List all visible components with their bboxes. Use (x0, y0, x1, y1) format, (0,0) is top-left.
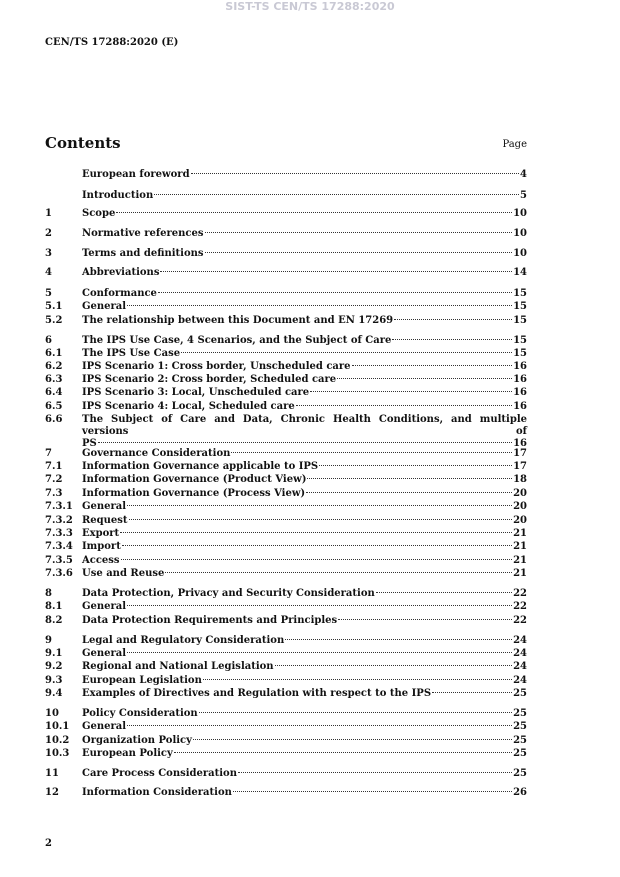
toc-entry-number: 8 (45, 588, 52, 599)
dot-leader (127, 505, 512, 506)
toc-entry-page: 22 (513, 601, 527, 612)
toc-entry[interactable] (45, 721, 527, 733)
dot-leader (394, 319, 512, 320)
dot-leader (205, 252, 513, 253)
toc-entry-number: 10.3 (45, 748, 70, 759)
toc-entry-page: 20 (513, 515, 527, 526)
toc-entry[interactable] (45, 615, 527, 627)
toc-entry-page: 24 (513, 661, 527, 672)
dot-leader (392, 339, 512, 340)
toc-entry[interactable] (45, 648, 527, 660)
dot-leader (191, 173, 519, 174)
toc-entry-page: 15 (513, 335, 527, 346)
dot-leader (306, 492, 512, 493)
toc-entry[interactable] (45, 401, 527, 413)
toc-entry-title: Information Governance applicable to IPS (82, 461, 319, 472)
dot-leader (193, 739, 512, 740)
toc-entry-title: General (82, 501, 127, 512)
toc-entry-title: General (82, 301, 127, 312)
toc-entry-number: 5.2 (45, 315, 63, 326)
toc-entry-number: 11 (45, 768, 59, 779)
toc-entry-number: 7.3.6 (45, 568, 73, 579)
toc-entry-page: 25 (513, 748, 527, 759)
toc-entry-number: 6.3 (45, 374, 63, 385)
dot-leader (122, 545, 512, 546)
toc-entry[interactable] (45, 208, 527, 220)
toc-entry-title: Export (82, 528, 120, 539)
toc-entry[interactable] (45, 735, 527, 747)
toc-entry-title: European Legislation (82, 675, 202, 686)
toc-entry[interactable] (45, 169, 527, 181)
dot-leader (160, 271, 512, 272)
dot-leader (285, 639, 512, 640)
toc-entry-page: 21 (513, 555, 527, 566)
toc-entry[interactable] (45, 661, 527, 673)
dot-leader (233, 791, 512, 792)
toc-entry[interactable] (45, 635, 527, 647)
toc-entry[interactable] (45, 768, 527, 780)
toc-entry[interactable] (45, 474, 527, 486)
toc-entry-page: 15 (513, 288, 527, 299)
toc-entry-page: 16 (513, 401, 527, 412)
toc-entry[interactable] (45, 374, 527, 386)
toc-entry-title: The Subject of Care and Data, Chronic Health Conditions, and multiple versions of (82, 414, 527, 437)
toc-entry-title: Information Governance (Process View) (82, 488, 306, 499)
dot-leader (310, 391, 512, 392)
dot-leader (121, 559, 513, 560)
toc-entry[interactable] (45, 748, 527, 760)
toc-entry[interactable] (45, 568, 527, 580)
toc-entry-number: 9.1 (45, 648, 63, 659)
footer-page-number: 2 (45, 838, 52, 849)
toc-entry-title: Conformance (82, 288, 157, 299)
toc-entry-title: The IPS Use Case, 4 Scenarios, and the Subject of Care (82, 335, 392, 346)
dot-leader (203, 679, 512, 680)
toc-entry[interactable] (45, 248, 527, 260)
dot-leader (181, 352, 512, 353)
dot-leader (165, 572, 512, 573)
toc-entry[interactable] (45, 387, 527, 399)
toc-entry-number: 7.3 (45, 488, 63, 499)
toc-entry[interactable] (45, 528, 527, 540)
toc-entry-page: 14 (513, 267, 527, 278)
toc-entry-number: 10.2 (45, 735, 70, 746)
toc-entry-title: General (82, 648, 127, 659)
toc-entry[interactable] (45, 335, 527, 347)
toc-entry-title: Data Protection Requirements and Principles (82, 615, 338, 626)
dot-leader (199, 712, 512, 713)
toc-entry-page: 25 (513, 721, 527, 732)
toc-entry-number: 7.3.3 (45, 528, 73, 539)
toc-entry-title: Access (82, 555, 120, 566)
toc-entry-number: 5.1 (45, 301, 63, 312)
toc-entry-title: The relationship between this Document and EN 17269 (82, 315, 394, 326)
toc-entry[interactable] (45, 688, 527, 700)
toc-entry-title: Use and Reuse (82, 568, 165, 579)
dot-leader (120, 532, 512, 533)
toc-entry-title: Governance Consideration (82, 448, 231, 459)
dot-leader (174, 752, 512, 753)
toc-entry-page: 26 (513, 787, 527, 798)
toc-entry-page: 25 (513, 735, 527, 746)
toc-entry[interactable] (45, 555, 527, 567)
toc-entry-number: 6 (45, 335, 52, 346)
toc-entry-number: 7.3.4 (45, 541, 73, 552)
dot-leader (238, 772, 512, 773)
toc-entry-page: 16 (513, 361, 527, 372)
toc-entry-number: 9.4 (45, 688, 63, 699)
dot-leader (432, 692, 512, 693)
toc-entry-number: 8.1 (45, 601, 63, 612)
dot-leader (319, 465, 512, 466)
toc-entry-number: 5 (45, 288, 52, 299)
toc-entry-page: 25 (513, 768, 527, 779)
toc-entry[interactable] (45, 315, 527, 327)
toc-entry-title: Scope (82, 208, 116, 219)
toc-entry-page: 5 (520, 190, 527, 201)
dot-leader (205, 232, 513, 233)
toc-entry[interactable] (45, 448, 527, 460)
toc-entry-number: 10 (45, 708, 59, 719)
toc-entry-page: 16 (513, 438, 527, 449)
toc-entry[interactable] (45, 541, 527, 553)
toc-entry-title: Regional and National Legislation (82, 661, 274, 672)
toc-entry-number: 12 (45, 787, 59, 798)
toc-entry-number: 9.3 (45, 675, 63, 686)
toc-entry-title: General (82, 721, 127, 732)
toc-entry-title: IPS Scenario 2: Cross border, Scheduled care (82, 374, 337, 385)
dot-leader (127, 725, 512, 726)
toc-entry-page: 10 (513, 248, 527, 259)
dot-leader (307, 478, 512, 479)
watermark: SIST-TS CEN/TS 17288:2020 (225, 0, 395, 13)
toc-entry-page: 16 (513, 387, 527, 398)
toc-entry-title: IPS Scenario 4: Local, Scheduled care (82, 401, 295, 412)
toc-entry-title: Abbreviations (82, 267, 160, 278)
toc-entry-page: 21 (513, 528, 527, 539)
toc-entry-page: 17 (513, 448, 527, 459)
dot-leader (296, 405, 512, 406)
toc-entry-title: The IPS Use Case (82, 348, 181, 359)
toc-entry-number: 7.2 (45, 474, 63, 485)
dot-leader (275, 665, 513, 666)
toc-entry-title: Import (82, 541, 121, 552)
toc-entry-title: IPS Scenario 3: Local, Unscheduled care (82, 387, 310, 398)
toc-entry[interactable] (45, 708, 527, 720)
toc-entry-number: 10.1 (45, 721, 70, 732)
toc-entry-title: IPS Scenario 1: Cross border, Unscheduled care (82, 361, 351, 372)
dot-leader (98, 442, 512, 443)
toc-entry[interactable] (45, 461, 527, 473)
toc-entry-title: Policy Consideration (82, 708, 198, 719)
dot-leader (338, 619, 512, 620)
toc-entry-number: 7.1 (45, 461, 63, 472)
toc-entry-title: General (82, 601, 127, 612)
toc-entry-title: Introduction (82, 190, 154, 201)
toc-entry[interactable] (45, 288, 527, 300)
toc-entry-page: 21 (513, 541, 527, 552)
toc-entry-title: Organization Policy (82, 735, 192, 746)
toc-entry[interactable] (45, 190, 527, 202)
toc-entry-title: Terms and definitions (82, 248, 204, 259)
toc-entry-title: Examples of Directives and Regulation with respect to the IPS (82, 688, 432, 699)
dot-leader (127, 605, 512, 606)
dot-leader (127, 652, 512, 653)
toc-entry-number: 7.3.1 (45, 501, 73, 512)
dot-leader (116, 212, 512, 213)
toc-entry-page: 10 (513, 228, 527, 239)
toc-entry-title-continued: PS (82, 438, 97, 449)
toc-entry-number: 9.2 (45, 661, 63, 672)
toc-entry-page: 25 (513, 688, 527, 699)
toc-entry[interactable] (45, 414, 527, 450)
toc-entry-page: 22 (513, 615, 527, 626)
toc-entry[interactable] (45, 488, 527, 500)
toc-entry[interactable] (45, 501, 527, 513)
toc-entry-page: 20 (513, 501, 527, 512)
dot-leader (127, 305, 512, 306)
toc-entry-number: 6.1 (45, 348, 63, 359)
toc-entry-number: 3 (45, 248, 52, 259)
toc-entry-number: 1 (45, 208, 52, 219)
dot-leader (376, 592, 512, 593)
toc-entry-page: 20 (513, 488, 527, 499)
toc-entry-page: 21 (513, 568, 527, 579)
toc-entry-title: Care Process Consideration (82, 768, 237, 779)
toc-entry-title: Data Protection, Privacy and Security Consideration (82, 588, 375, 599)
dot-leader (337, 378, 512, 379)
toc-entry-number: 7.3.2 (45, 515, 73, 526)
toc-entry[interactable] (45, 228, 527, 240)
toc-entry-number: 7.3.5 (45, 555, 73, 566)
toc-entry-page: 18 (513, 474, 527, 485)
toc-entry-page: 15 (513, 301, 527, 312)
toc-entry-number: 6.5 (45, 401, 63, 412)
toc-entry-number: 8.2 (45, 615, 63, 626)
toc-entry-title: Normative references (82, 228, 204, 239)
toc-entry-title: European foreword (82, 169, 190, 180)
toc-entry-page: 25 (513, 708, 527, 719)
toc-entry[interactable] (45, 267, 527, 279)
toc-entry-number: 6.2 (45, 361, 63, 372)
toc-entry-number: 6.4 (45, 387, 63, 398)
toc-entry-number: 9 (45, 635, 52, 646)
toc-entry-title: Request (82, 515, 128, 526)
page-title: Contents (45, 134, 121, 152)
document-id: CEN/TS 17288:2020 (E) (45, 37, 179, 48)
dot-leader (154, 194, 519, 195)
toc-entry-number: 7 (45, 448, 52, 459)
toc-entry[interactable] (45, 787, 527, 799)
toc-entry-page: 24 (513, 635, 527, 646)
toc-entry-title: Information Governance (Product View) (82, 474, 307, 485)
toc-entry[interactable] (45, 361, 527, 373)
toc-entry-page: 15 (513, 348, 527, 359)
toc-entry[interactable] (45, 301, 527, 313)
toc-entry[interactable] (45, 348, 527, 360)
toc-entry-page: 10 (513, 208, 527, 219)
toc-entry-page: 16 (513, 374, 527, 385)
dot-leader (129, 519, 513, 520)
toc-entry[interactable] (45, 601, 527, 613)
toc-entry-page: 24 (513, 648, 527, 659)
toc-entry-page: 17 (513, 461, 527, 472)
toc-entry-number: 6.6 (45, 414, 63, 425)
toc-entry-number: 4 (45, 267, 52, 278)
toc-entry-title: Information Consideration (82, 787, 232, 798)
toc-entry-title: European Policy (82, 748, 173, 759)
toc-entry[interactable] (45, 588, 527, 600)
toc-entry-page: 4 (520, 169, 527, 180)
dot-leader (231, 452, 512, 453)
toc-entry-page: 22 (513, 588, 527, 599)
page-column-heading: Page (502, 139, 527, 150)
toc-entry-title: Legal and Regulatory Consideration (82, 635, 285, 646)
dot-leader (352, 365, 513, 366)
toc-entry-number: 2 (45, 228, 52, 239)
dot-leader (158, 292, 512, 293)
toc-entry[interactable] (45, 675, 527, 687)
toc-entry-page: 15 (513, 315, 527, 326)
toc-entry-page: 24 (513, 675, 527, 686)
toc-entry[interactable] (45, 515, 527, 527)
